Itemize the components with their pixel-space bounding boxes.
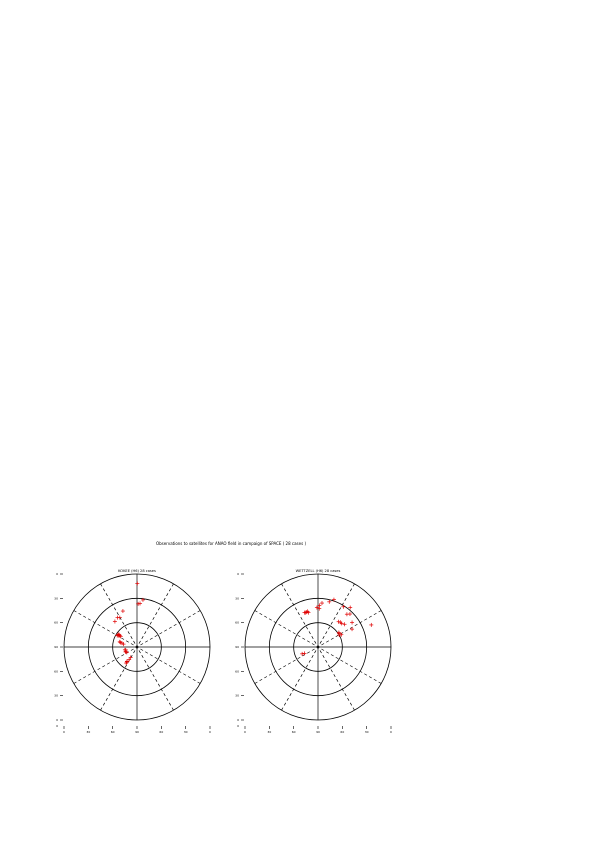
x-tick-label: 90	[316, 730, 320, 734]
x-tick-label: 60	[110, 730, 115, 734]
data-point-marker	[345, 612, 349, 616]
y-tick-label: 60	[235, 669, 239, 674]
corner-label: 0	[56, 724, 58, 728]
y-tick-label: 30	[235, 693, 239, 698]
x-tick-label: 0	[244, 730, 246, 734]
data-point-marker	[135, 581, 139, 585]
plot-title: KOKEE (H6) 28 cases	[118, 569, 156, 573]
x-tick-label: 30	[267, 730, 272, 734]
data-point-marker	[116, 616, 120, 620]
y-tick-label: 90	[54, 645, 58, 649]
x-tick-label: 60	[159, 730, 164, 734]
data-point-marker	[125, 659, 129, 663]
x-tick-label: 60	[291, 730, 296, 734]
data-point-marker	[332, 598, 336, 602]
data-point-marker	[369, 623, 373, 627]
x-tick-label: 90	[135, 730, 139, 734]
data-point-marker	[350, 621, 354, 625]
data-point-marker	[343, 622, 347, 626]
x-tick-label: 0	[63, 730, 65, 734]
y-tick-label: 0	[237, 572, 239, 576]
data-point-marker	[327, 600, 331, 604]
y-tick-label: 0	[56, 718, 58, 722]
data-point-marker	[303, 651, 307, 655]
y-tick-label: 30	[235, 596, 239, 601]
corner-label: 0	[237, 724, 239, 728]
data-point-marker	[350, 627, 354, 631]
x-tick-label: 30	[364, 730, 369, 734]
y-tick-label: 0	[56, 572, 58, 576]
x-tick-label: 30	[183, 730, 188, 734]
plot-title: WETTZELL (H6) 28 cases	[295, 569, 341, 573]
y-tick-label: 60	[235, 620, 239, 625]
y-tick-label: 90	[235, 645, 239, 649]
data-point-marker	[123, 648, 127, 652]
data-point-marker	[320, 601, 324, 605]
data-point-marker	[121, 609, 125, 613]
x-tick-label: 60	[340, 730, 345, 734]
y-tick-label: 30	[54, 596, 58, 601]
y-tick-label: 30	[54, 693, 58, 698]
x-tick-label: 0	[390, 730, 392, 734]
y-tick-label: 0	[237, 718, 239, 722]
y-tick-label: 60	[54, 620, 58, 625]
y-tick-label: 60	[54, 669, 58, 674]
x-tick-label: 0	[209, 730, 211, 734]
x-tick-label: 30	[86, 730, 91, 734]
data-point-marker	[113, 619, 117, 623]
polar-plot-kokee	[54, 564, 222, 732]
data-point-marker	[138, 602, 142, 606]
polar-plot-wettzell	[234, 564, 402, 732]
page-title: Observations to satellites for ANAO field in campaign of SPACE ( 28 cases )	[155, 541, 307, 546]
